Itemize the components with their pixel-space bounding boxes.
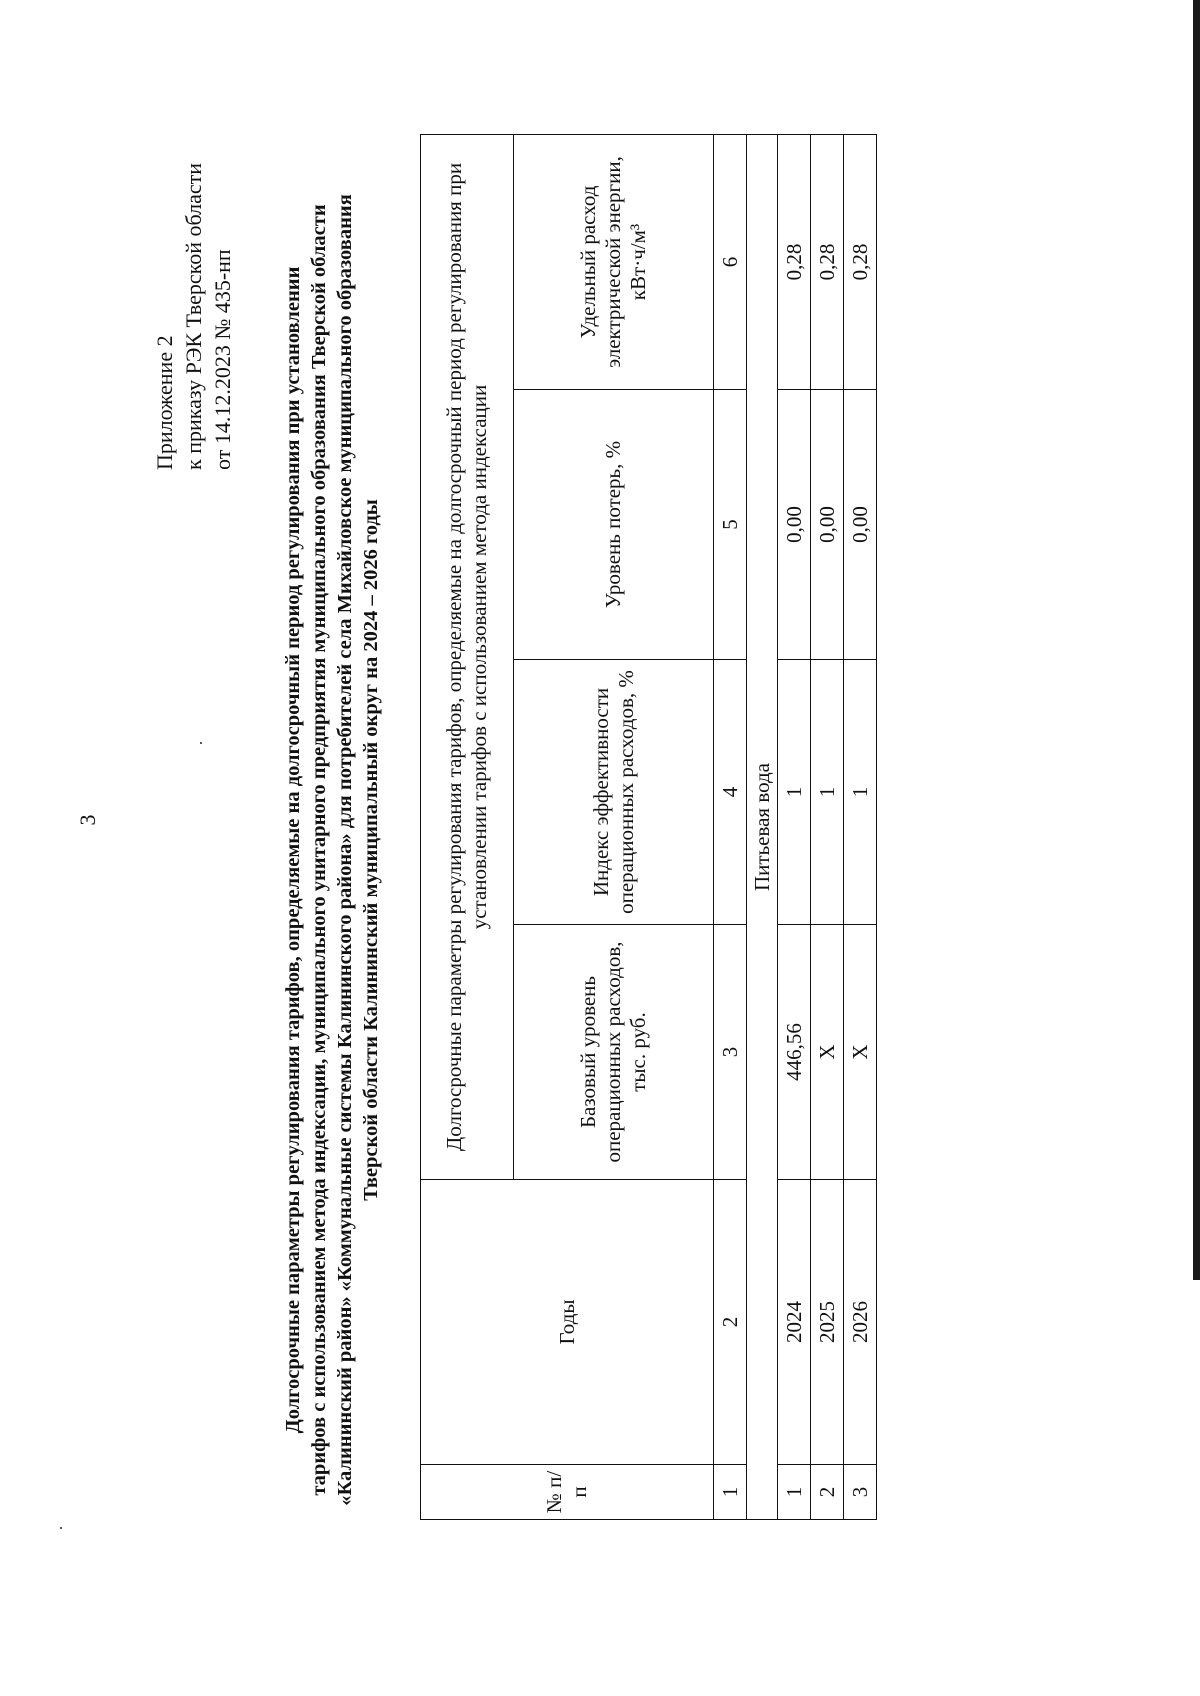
section-title: Питьевая вода [747,135,778,1520]
table-row [811,135,844,1520]
column-number: 1 [714,1465,747,1520]
cell-no: 2 [811,1465,844,1520]
cell-energy: 0,28 [844,135,877,390]
cell-losses: 0,00 [844,390,877,660]
header-row [421,135,514,1520]
cell-losses: 0,00 [778,390,811,660]
rotated-page [65,20,1165,1640]
cell-base: X [811,925,844,1180]
title-line: «Калининский район» «Коммунальные системы Калининского района» для потребителей села Михайловское муниципального образования [334,194,356,1506]
header-base-expenses: Базовый уровень операционных расходов, тыс. руб. [514,925,714,1180]
cell-year: 2024 [778,1180,811,1465]
cell-losses: 0,00 [811,390,844,660]
title-line: тарифов с использованием метода индексации, муниципального унитарного предприятия муниципального образования Тверской области [308,204,330,1496]
cell-year: 2026 [844,1180,877,1465]
scan-edge-bar [1193,0,1200,1280]
cell-no: 3 [844,1465,877,1520]
appendix-line: Приложение 2 [152,335,177,470]
appendix-line: к приказу РЭК Тверской области [181,162,206,470]
column-number-row [714,135,747,1520]
cell-base: X [844,925,877,1180]
title-line: Тверской области Калининский муниципальный округ на 2024 – 2026 годы [360,499,382,1201]
cell-base: 446,56 [778,925,811,1180]
header-energy-consumption: Удельный расход электрической энергии, кВт·ч/м³ [514,135,714,390]
appendix-block [150,50,237,470]
table-row [844,135,877,1520]
header-no: № п/п [421,1465,714,1520]
cell-index: 1 [844,660,877,925]
cell-energy: 0,28 [811,135,844,390]
parameters-table [420,134,877,1520]
column-number: 6 [714,135,747,390]
header-group: Долгосрочные параметры регулирования тарифов, определяемые на долгосрочный период регулирования при установлении тарифов с использованием метода индексации [421,135,514,1180]
column-number: 3 [714,925,747,1180]
page-number: 3 [75,814,100,826]
header-loss-level: Уровень потерь, % [514,390,714,660]
header-years: Годы [421,1180,714,1465]
appendix-line: от 14.12.2023 № 435-нп [210,249,235,470]
column-number: 4 [714,660,747,925]
cell-energy: 0,28 [778,135,811,390]
scan-speck [60,1527,62,1529]
column-number: 5 [714,390,747,660]
document-title [280,160,384,1540]
cell-no: 1 [778,1465,811,1520]
section-row [747,135,778,1520]
title-line: Долгосрочные параметры регулирования тарифов, определяемые на долгосрочный период регулирования при установлении [282,266,304,1434]
cell-index: 1 [811,660,844,925]
cell-year: 2025 [811,1180,844,1465]
table-row [778,135,811,1520]
header-efficiency-index: Индекс эффективности операционных расходов, % [514,660,714,925]
cell-index: 1 [778,660,811,925]
column-number: 2 [714,1180,747,1465]
